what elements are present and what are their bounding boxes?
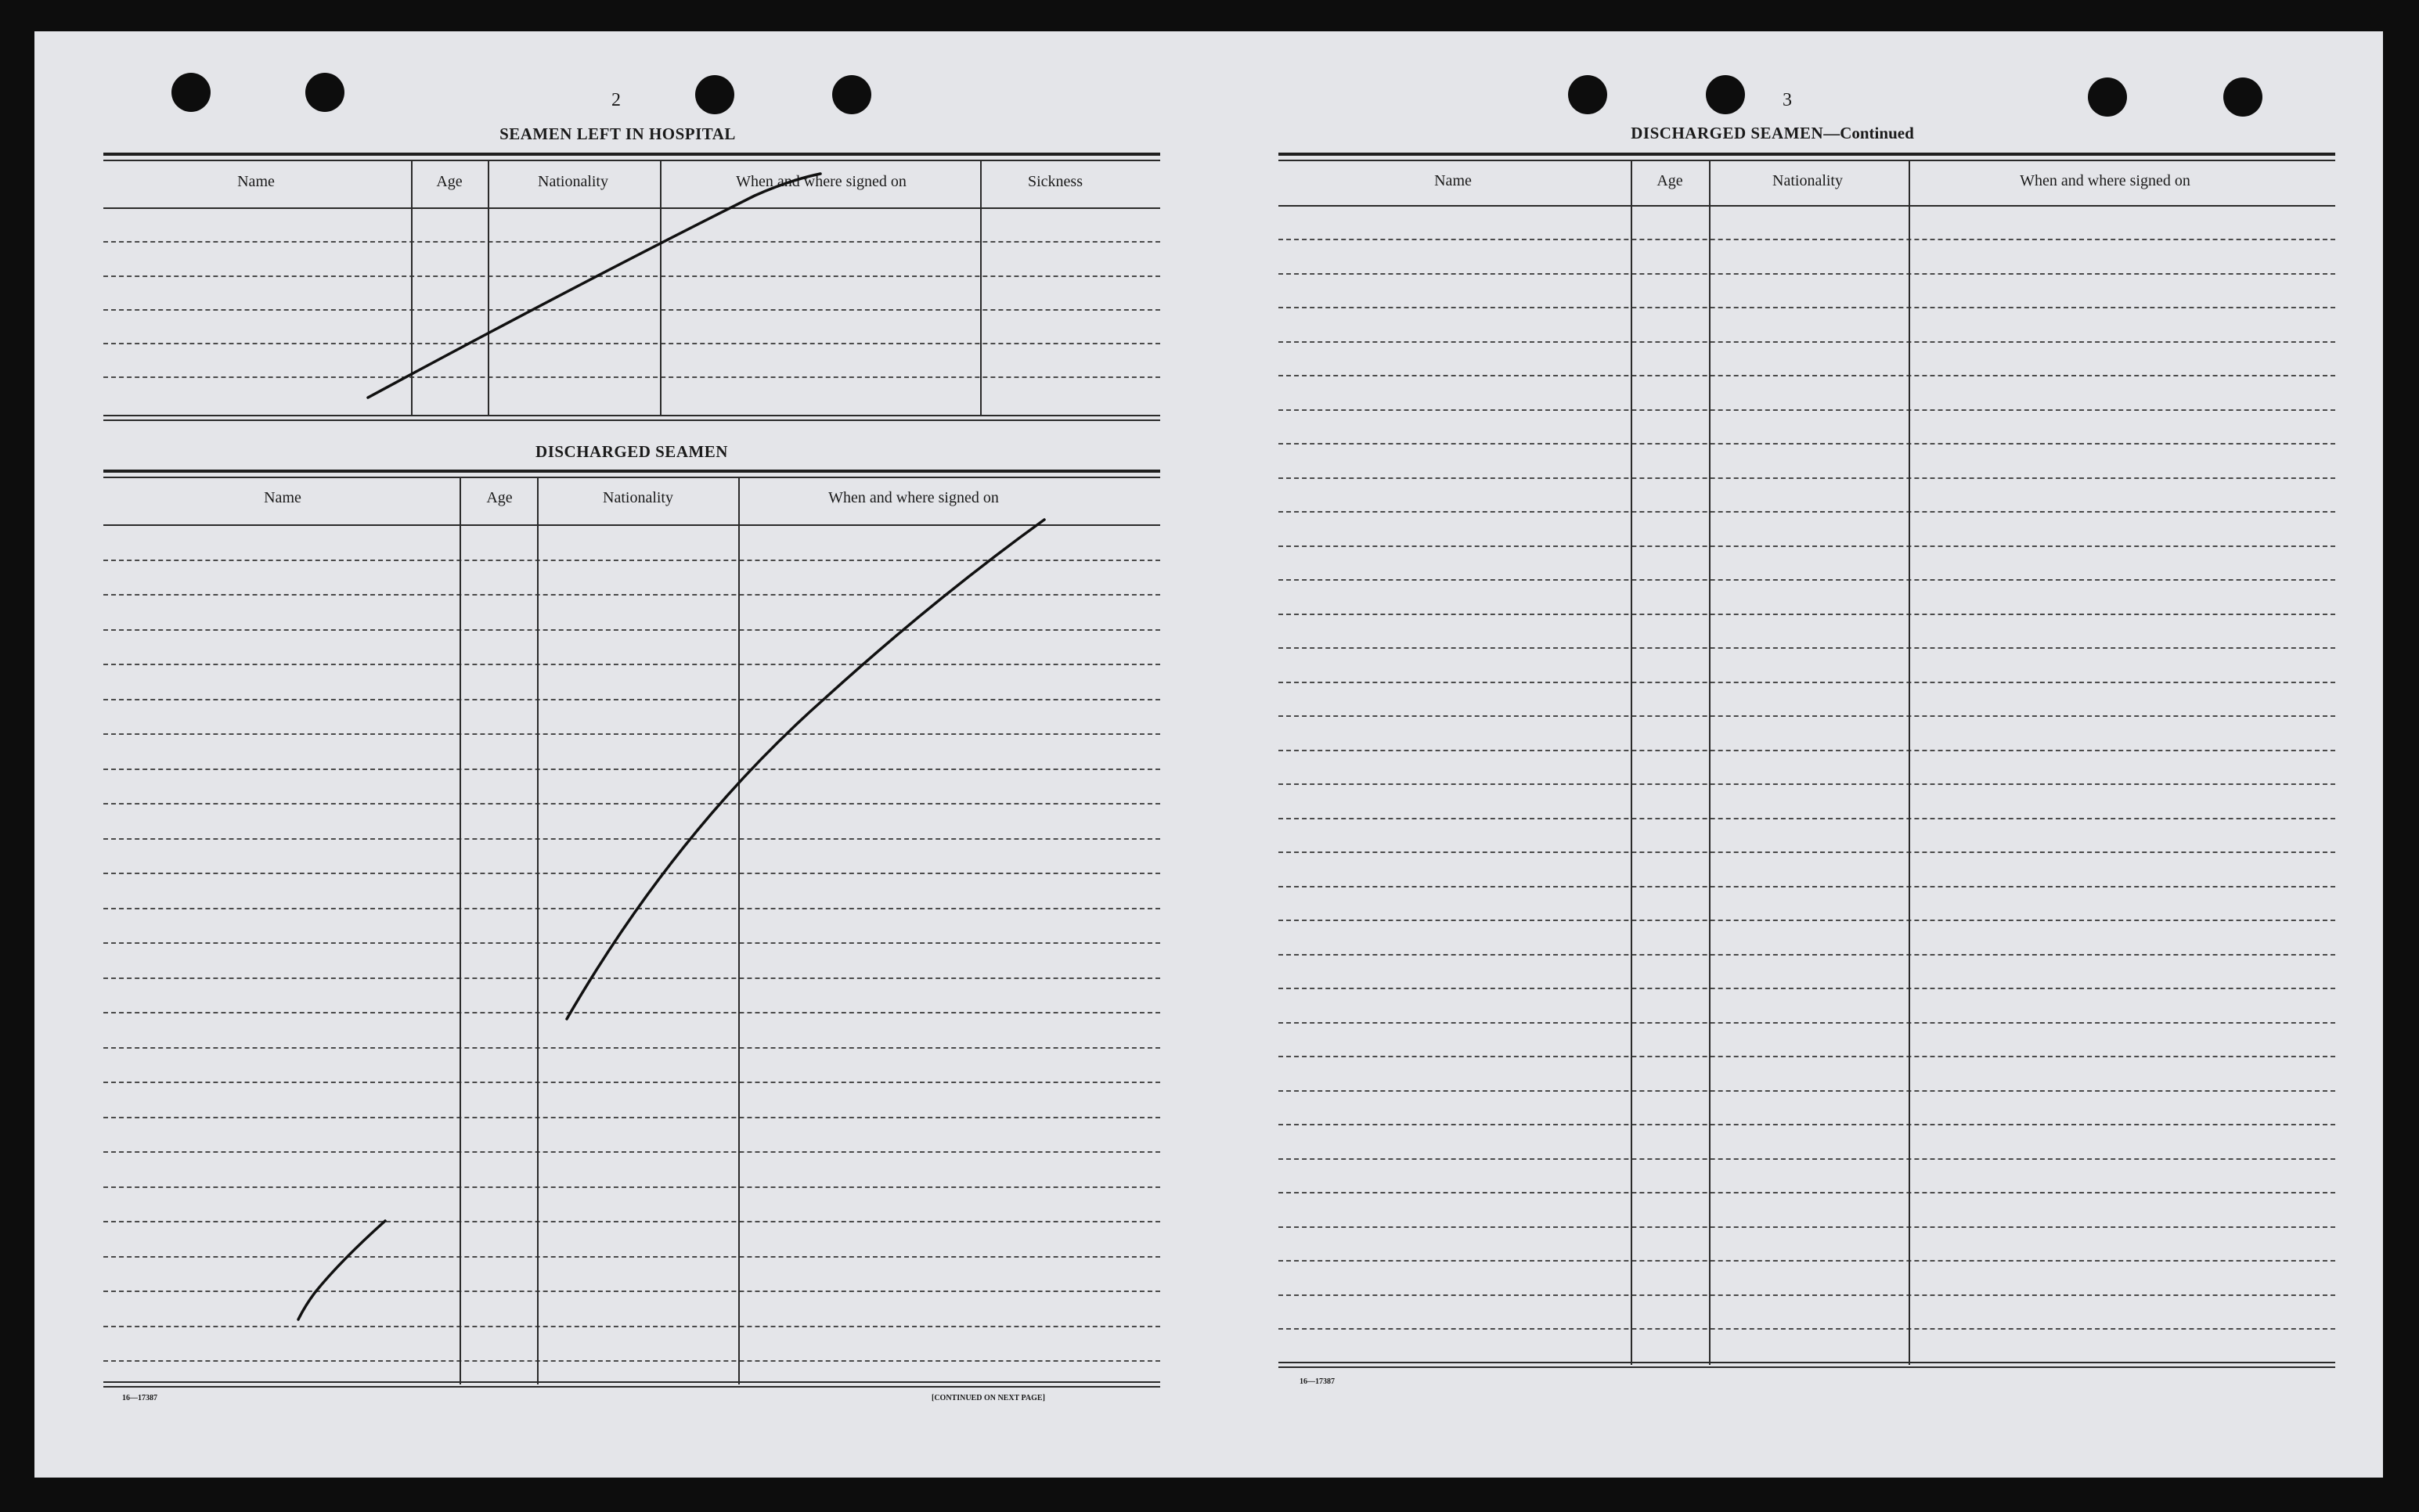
column-divider	[660, 160, 662, 416]
row-rule	[1278, 886, 2335, 887]
column-divider	[411, 160, 413, 416]
row-rule	[1278, 920, 2335, 921]
row-rule	[1278, 579, 2335, 581]
row-rule	[1278, 851, 2335, 853]
row-rule	[1278, 1124, 2335, 1125]
row-rule	[103, 343, 1160, 344]
row-rule	[1278, 1260, 2335, 1262]
column-header-name: Name	[264, 489, 301, 506]
table-top-rule	[103, 160, 1160, 161]
row-rule	[103, 1117, 1160, 1118]
row-rule	[103, 275, 1160, 277]
row-rule	[1278, 1328, 2335, 1330]
row-rule	[1278, 1022, 2335, 1024]
row-rule	[1278, 1056, 2335, 1057]
header-rule	[103, 207, 1160, 209]
column-header-name: Name	[1434, 172, 1472, 189]
table-bottom-rule	[103, 419, 1160, 421]
row-rule	[1278, 375, 2335, 376]
section-title-main: DISCHARGED SEAMEN	[1631, 124, 1824, 142]
column-header-when-where: When and where signed on	[2020, 172, 2190, 189]
row-rule	[103, 1360, 1160, 1362]
section-title: SEAMEN LEFT IN HOSPITAL	[499, 124, 736, 143]
column-header-sickness: Sickness	[1028, 173, 1083, 190]
column-divider	[460, 477, 461, 1384]
row-rule	[103, 942, 1160, 944]
row-rule	[1278, 307, 2335, 308]
row-rule	[103, 1221, 1160, 1222]
table-bottom-rule	[103, 415, 1160, 416]
table-bottom-rule	[1278, 1362, 2335, 1363]
row-rule	[1278, 1294, 2335, 1296]
row-rule	[1278, 443, 2335, 445]
punch-hole	[2223, 77, 2262, 117]
row-rule	[103, 1151, 1160, 1153]
row-rule	[1278, 273, 2335, 275]
row-rule	[103, 733, 1160, 735]
column-header-age: Age	[1657, 172, 1683, 189]
row-rule	[103, 1256, 1160, 1258]
punch-hole	[832, 75, 871, 114]
row-rule	[1278, 239, 2335, 240]
page-number: 3	[1783, 90, 1792, 110]
row-rule	[1278, 477, 2335, 479]
table-bottom-rule	[103, 1381, 1160, 1383]
row-rule	[103, 873, 1160, 874]
row-rule	[1278, 511, 2335, 513]
column-header-when-where: When and where signed on	[736, 173, 907, 190]
column-divider	[1709, 160, 1711, 1365]
column-header-name: Name	[237, 173, 275, 190]
row-rule	[1278, 1090, 2335, 1092]
row-rule	[1278, 818, 2335, 819]
punch-hole	[1568, 75, 1607, 114]
row-rule	[103, 769, 1160, 770]
row-rule	[1278, 783, 2335, 785]
row-rule	[1278, 1158, 2335, 1160]
row-rule	[103, 629, 1160, 631]
column-divider	[1631, 160, 1632, 1365]
column-header-nationality: Nationality	[538, 173, 608, 190]
row-rule	[1278, 409, 2335, 411]
row-rule	[103, 664, 1160, 665]
punch-hole	[305, 73, 344, 112]
row-rule	[103, 1291, 1160, 1292]
row-rule	[1278, 988, 2335, 989]
row-rule	[1278, 1192, 2335, 1193]
table-top-rule	[103, 470, 1160, 473]
manifest-sheet	[34, 31, 2383, 1478]
column-divider	[980, 160, 982, 416]
form-number: 16—17387	[1300, 1377, 1335, 1386]
row-rule	[1278, 682, 2335, 683]
punch-hole	[1706, 75, 1745, 114]
row-rule	[1278, 750, 2335, 751]
punch-hole	[2088, 77, 2127, 117]
page-number: 2	[611, 90, 621, 110]
column-divider	[738, 477, 740, 1384]
row-rule	[1278, 545, 2335, 547]
form-number: 16—17387	[122, 1394, 157, 1402]
row-rule	[103, 309, 1160, 311]
continued-note: [CONTINUED ON NEXT PAGE]	[932, 1394, 1045, 1402]
row-rule	[103, 1186, 1160, 1188]
column-header-age: Age	[436, 173, 463, 190]
header-rule	[103, 524, 1160, 526]
row-rule	[103, 594, 1160, 596]
row-rule	[103, 1012, 1160, 1013]
row-rule	[1278, 715, 2335, 717]
row-rule	[1278, 1226, 2335, 1228]
row-rule	[103, 699, 1160, 700]
row-rule	[1278, 954, 2335, 956]
row-rule	[103, 803, 1160, 805]
column-header-when-where: When and where signed on	[828, 489, 999, 506]
table-top-rule	[103, 477, 1160, 478]
column-divider	[488, 160, 489, 416]
column-header-age: Age	[486, 489, 513, 506]
punch-hole	[171, 73, 211, 112]
table-bottom-rule	[103, 1386, 1160, 1388]
table-top-rule	[1278, 160, 2335, 161]
punch-hole	[695, 75, 734, 114]
column-divider	[537, 477, 539, 1384]
row-rule	[103, 241, 1160, 243]
row-rule	[103, 376, 1160, 378]
row-rule	[103, 1326, 1160, 1327]
row-rule	[103, 1082, 1160, 1083]
row-rule	[1278, 614, 2335, 615]
column-divider	[1909, 160, 1910, 1365]
table-bottom-rule	[1278, 1366, 2335, 1368]
header-rule	[1278, 205, 2335, 207]
row-rule	[1278, 341, 2335, 343]
column-header-nationality: Nationality	[1772, 172, 1843, 189]
section-title-suffix: —Continued	[1823, 124, 1914, 142]
section-title: DISCHARGED SEAMEN	[535, 442, 728, 461]
row-rule	[103, 977, 1160, 979]
table-top-rule	[1278, 153, 2335, 156]
cancel-stroke	[298, 1221, 385, 1319]
row-rule	[103, 838, 1160, 840]
column-header-nationality: Nationality	[603, 489, 673, 506]
row-rule	[103, 560, 1160, 561]
row-rule	[103, 1047, 1160, 1049]
row-rule	[1278, 647, 2335, 649]
table-top-rule	[103, 153, 1160, 156]
row-rule	[103, 908, 1160, 909]
section-title	[1631, 124, 1913, 143]
